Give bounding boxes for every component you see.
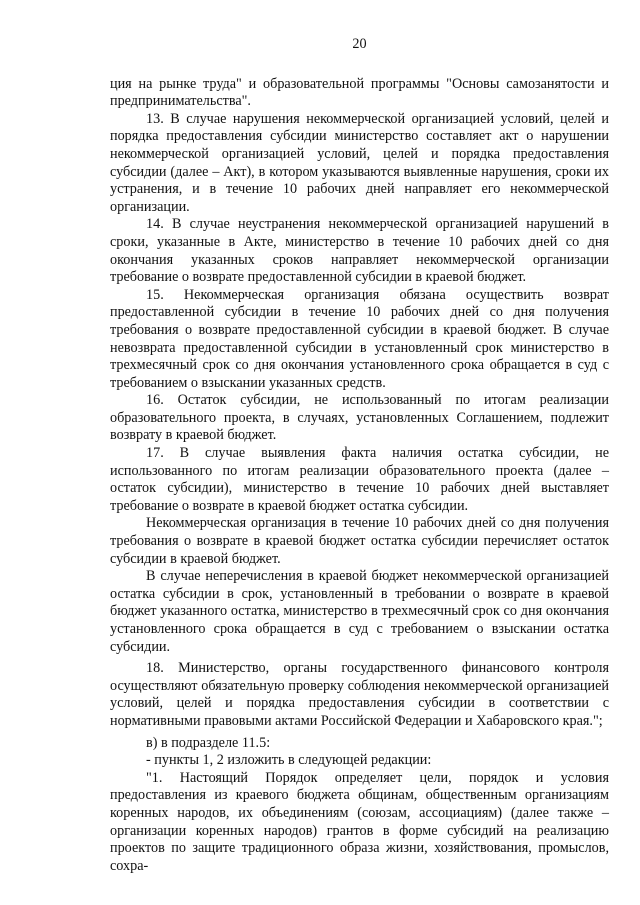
page-number: 20 — [352, 36, 367, 52]
paragraph-new-point-1: "1. Настоящий Порядок определяет цели, порядок и условия предоставления из краевого бюджета общинам, общественным организациям коренных народов, их объединениям (союзам, ассоциациям) (далее также – организации коренных народов) грантов в форме субсидий на реализацию проектов по защите традиционного образа жизни, хозяйствования, промыслов, сохра- — [110, 769, 609, 874]
paragraph-item-17: 17. В случае выявления факта наличия остатка субсидии, не использованного по итогам реализации образовательного проекта (далее – остаток субсидии), министерство в течение 10 рабочих дней выставляет требование о возврате в краевой бюджет остатка субсидии. — [110, 445, 609, 514]
paragraph-continuation: ция на рынке труда" и образовательной программы "Основы самозанятости и предпринимательства". — [110, 75, 609, 110]
paragraph-subsection-11-5: в) в подразделе 11.5: — [146, 734, 271, 751]
paragraph-points-instruction: - пункты 1, 2 изложить в следующей редакции: — [146, 752, 432, 769]
paragraph-item-13: 13. В случае нарушения некоммерческой организацией условий, целей и порядка предоставления субсидии министерство составляет акт о нарушении некоммерческой организацией условий, целей и порядка предоставления субсидии (далее – Акт), в котором указываются выявленные нарушения, сроки их устранения, и в течение 10 рабочих дней направляет его некоммерческой организации. — [110, 110, 609, 215]
paragraph-item-17-return: Некоммерческая организация в течение 10 рабочих дней со дня получения требования о возврате в краевой бюджет остатка субсидии перечисляет остаток субсидии в краевой бюджет. — [110, 515, 609, 567]
paragraph-item-15: 15. Некоммерческая организация обязана осуществить возврат предоставленной субсидии в течение 10 рабочих дней со дня получения требования о возврате предоставленной субсидии в краевой бюджет. В случае невозврата предоставленной субсидии в установленный срок министерство в трехмесячный срок со дня окончания установленного срока обращается в суд с требованием о взыскании указанных средств. — [110, 286, 609, 391]
paragraph-item-14: 14. В случае неустранения некоммерческой организацией нарушений в сроки, указанные в Акте, министерство в течение 10 рабочих дней со дня окончания указанных сроков направляет некоммерческой организации требование о возврате предоставленной субсидии в краевой бюджет. — [110, 216, 609, 286]
paragraph-item-18: 18. Министерство, органы государственного финансового контроля осуществляют обязательную проверку соблюдения некоммерческой организацией условий, целей и порядка предоставления субсидии в соответствии с нормативными правовыми актами Российской Федерации и Хабаровского края."; — [110, 660, 609, 729]
paragraph-item-16: 16. Остаток субсидии, не использованный по итогам реализации образовательного проекта, в случаях, установленных Соглашением, подлежит возврату в краевой бюджет. — [110, 392, 609, 444]
paragraph-item-17-court: В случае неперечисления в краевой бюджет некоммерческой организацией остатка субсидии в срок, установленный в требовании о возврате в краевой бюджет указанного остатка, министерство в трехмесячный срок со дня окончания установленного срока обращается в суд с требованием о взыскании остатка субсидии. — [110, 568, 609, 655]
